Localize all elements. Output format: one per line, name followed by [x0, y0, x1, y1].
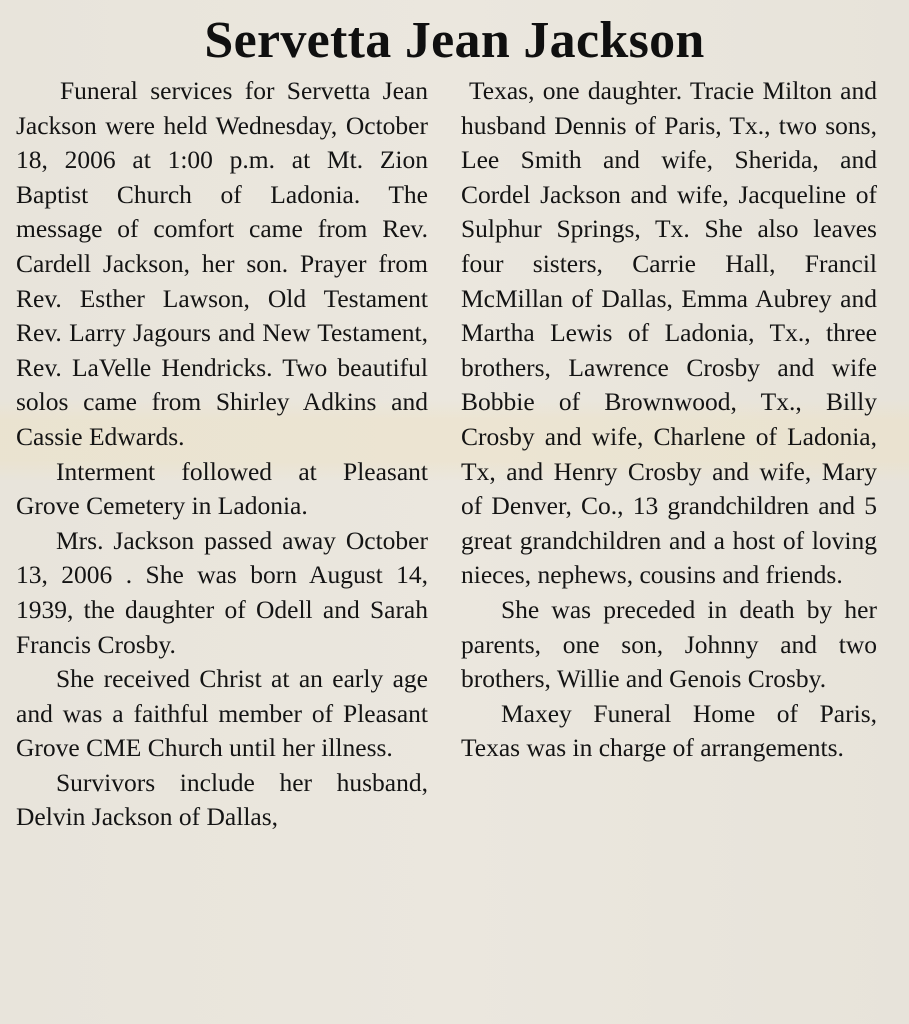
- paragraph-survivors-continued: Texas, one daughter. Tracie Milton and husband Dennis of Paris, Tx., two sons, Lee Smith and wife, Sherida, and Cordel Jackson and wife, Jacqueline of Sulphur Springs, Tx. She also leaves four sisters, Carrie Hall, Francil McMillan of Dallas, Emma Aubrey and Martha Lewis of Ladonia, Tx., three brothers, Lawrence Crosby and wife Bobbie of Brownwood, Tx., Billy Crosby and wife, Charlene of Ladonia, Tx, and Henry Crosby and wife, Mary of Denver, Co., 13 grandchildren and 5 great grandchildren and a host of loving nieces, nephews, cousins and friends.: [461, 76, 877, 590]
- paragraph-services: Funeral services for Servetta Jean Jackson were held Wednesday, October 18, 2006 at 1:00 p.m. at Mt. Zion Baptist Church of Ladonia. The message of comfort came from Rev. Cardell Jackson, her son. Prayer from Rev. Esther Lawson, Old Testament Rev. Larry Jagours and New Testament, Rev. LaVelle Hendricks. Two beautiful solos came from Shirley Adkins and Cassie Edwards.: [16, 76, 428, 451]
- paragraph-interment: Interment followed at Pleasant Grove Cemetery in Ladonia.: [16, 456, 428, 521]
- paragraph-faith: She received Christ at an early age and was a faithful member of Pleasant Grove CME Church until her illness.: [16, 664, 428, 763]
- paragraph-survivors-start: Survivors include her husband, Delvin Jackson of Dallas,: [16, 767, 428, 832]
- paragraph-preceded: She was preceded in death by her parents, one son, Johnny and two brothers, Willie and Genois Crosby.: [461, 594, 877, 694]
- headline: Servetta Jean Jackson: [204, 12, 705, 69]
- right-column: [461, 74, 877, 766]
- paragraph-arrangements: Maxey Funeral Home of Paris, Texas was in charge of arrangements.: [461, 698, 877, 763]
- paragraph-passing: Mrs. Jackson passed away October 13, 2006 . She was born August 14, 1939, the daughter of Odell and Sarah Francis Crosby.: [16, 525, 428, 659]
- left-column: [16, 74, 428, 835]
